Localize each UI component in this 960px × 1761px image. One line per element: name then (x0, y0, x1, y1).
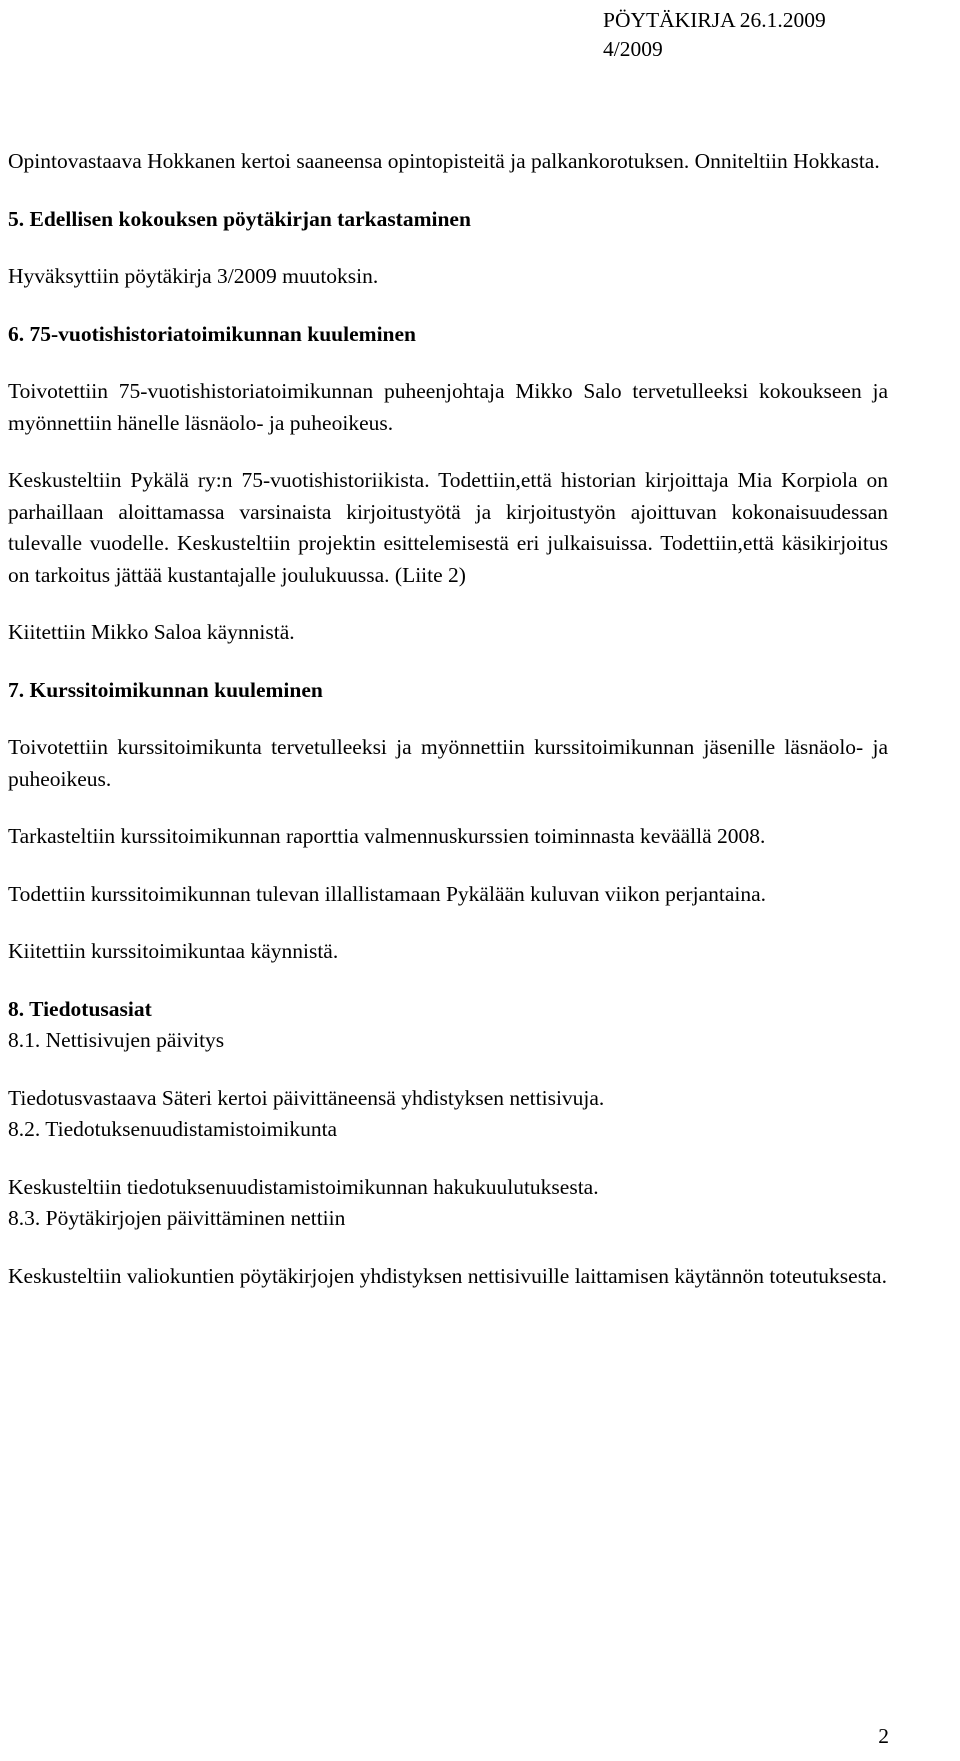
section-6-heading: 6. 75-vuotishistoriatoimikunnan kuuleminen (8, 321, 416, 346)
section-7-heading: 7. Kurssitoimikunnan kuuleminen (8, 677, 323, 702)
section-8-2-heading: 8.2. Tiedotuksenuudistamistoimikunta (8, 1117, 338, 1141)
section-6-paragraph-3: Kiitettiin Mikko Saloa käynnistä. (8, 620, 295, 644)
document-number: 4/2009 (603, 37, 663, 61)
section-8-3-heading: 8.3. Pöytäkirjojen päivittäminen nettiin (8, 1206, 346, 1230)
section-7-paragraph-2: Tarkasteltiin kurssitoimikunnan raporttia valmennuskurssien toiminnasta keväällä 2008. (8, 824, 766, 848)
section-8-2-text: Keskusteltiin tiedotuksenuudistamistoimikunnan hakukuulutuksesta. (8, 1174, 599, 1199)
page-number: 2 (878, 1724, 889, 1748)
section-6-paragraph-1: Toivotettiin 75-vuotishistoriatoimikunnan puheenjohtaja Mikko Salo tervetulleeksi kokoukseen ja myönnettiin hänelle läsnäolo- ja puheoikeus. (8, 379, 888, 435)
section-5-text: Hyväksyttiin pöytäkirja 3/2009 muutoksin. (8, 264, 379, 288)
section-8-3-text: Keskusteltiin valiokuntien pöytäkirjojen yhdistyksen nettisivuille laittamisen käytännön toteutuksesta. (8, 1263, 887, 1288)
section-8-1-heading: 8.1. Nettisivujen päivitys (8, 1028, 225, 1052)
section-7-paragraph-4: Kiitettiin kurssitoimikuntaa käynnistä. (8, 939, 339, 963)
section-6-paragraph-2: Keskusteltiin Pykälä ry:n 75-vuotishistoriikista. Todettiin,että historian kirjoittaja Mia Korpiola on parhaillaan aloittamassa varsinaista kirjoitustyötä ja kirjoitustyön ajoittuvan kokonaisuudessan tulevalle vuodelle. Keskusteltiin projektin esittelemisestä eri julkaisuissa. Todettiin,että käsikirjoitus on tarkoitus jättää kustantajalle joulukuussa. (Liite 2) (8, 468, 888, 587)
section-8-1-text: Tiedotusvastaava Säteri kertoi päivittäneensä yhdistyksen nettisivuja. (8, 1085, 605, 1110)
section-5-heading: 5. Edellisen kokouksen pöytäkirjan tarkastaminen (8, 206, 471, 231)
document-title: PÖYTÄKIRJA 26.1.2009 (603, 8, 826, 32)
document-body (8, 146, 888, 1292)
document-header (0, 6, 889, 64)
section-8-heading: 8. Tiedotusasiat (8, 996, 152, 1021)
section-7-paragraph-1: Toivotettiin kurssitoimikunta tervetulleeksi ja myönnettiin kurssitoimikunnan jäsenille läsnäolo- ja puheoikeus. (8, 735, 888, 791)
paragraph-study-advisor: Opintovastaava Hokkanen kertoi saaneensa opintopisteitä ja palkankorotuksen. Onniteltiin Hokkasta. (8, 149, 880, 173)
section-7-paragraph-3: Todettiin kurssitoimikunnan tulevan illallistamaan Pykälään kuluvan viikon perjantaina. (8, 881, 767, 906)
